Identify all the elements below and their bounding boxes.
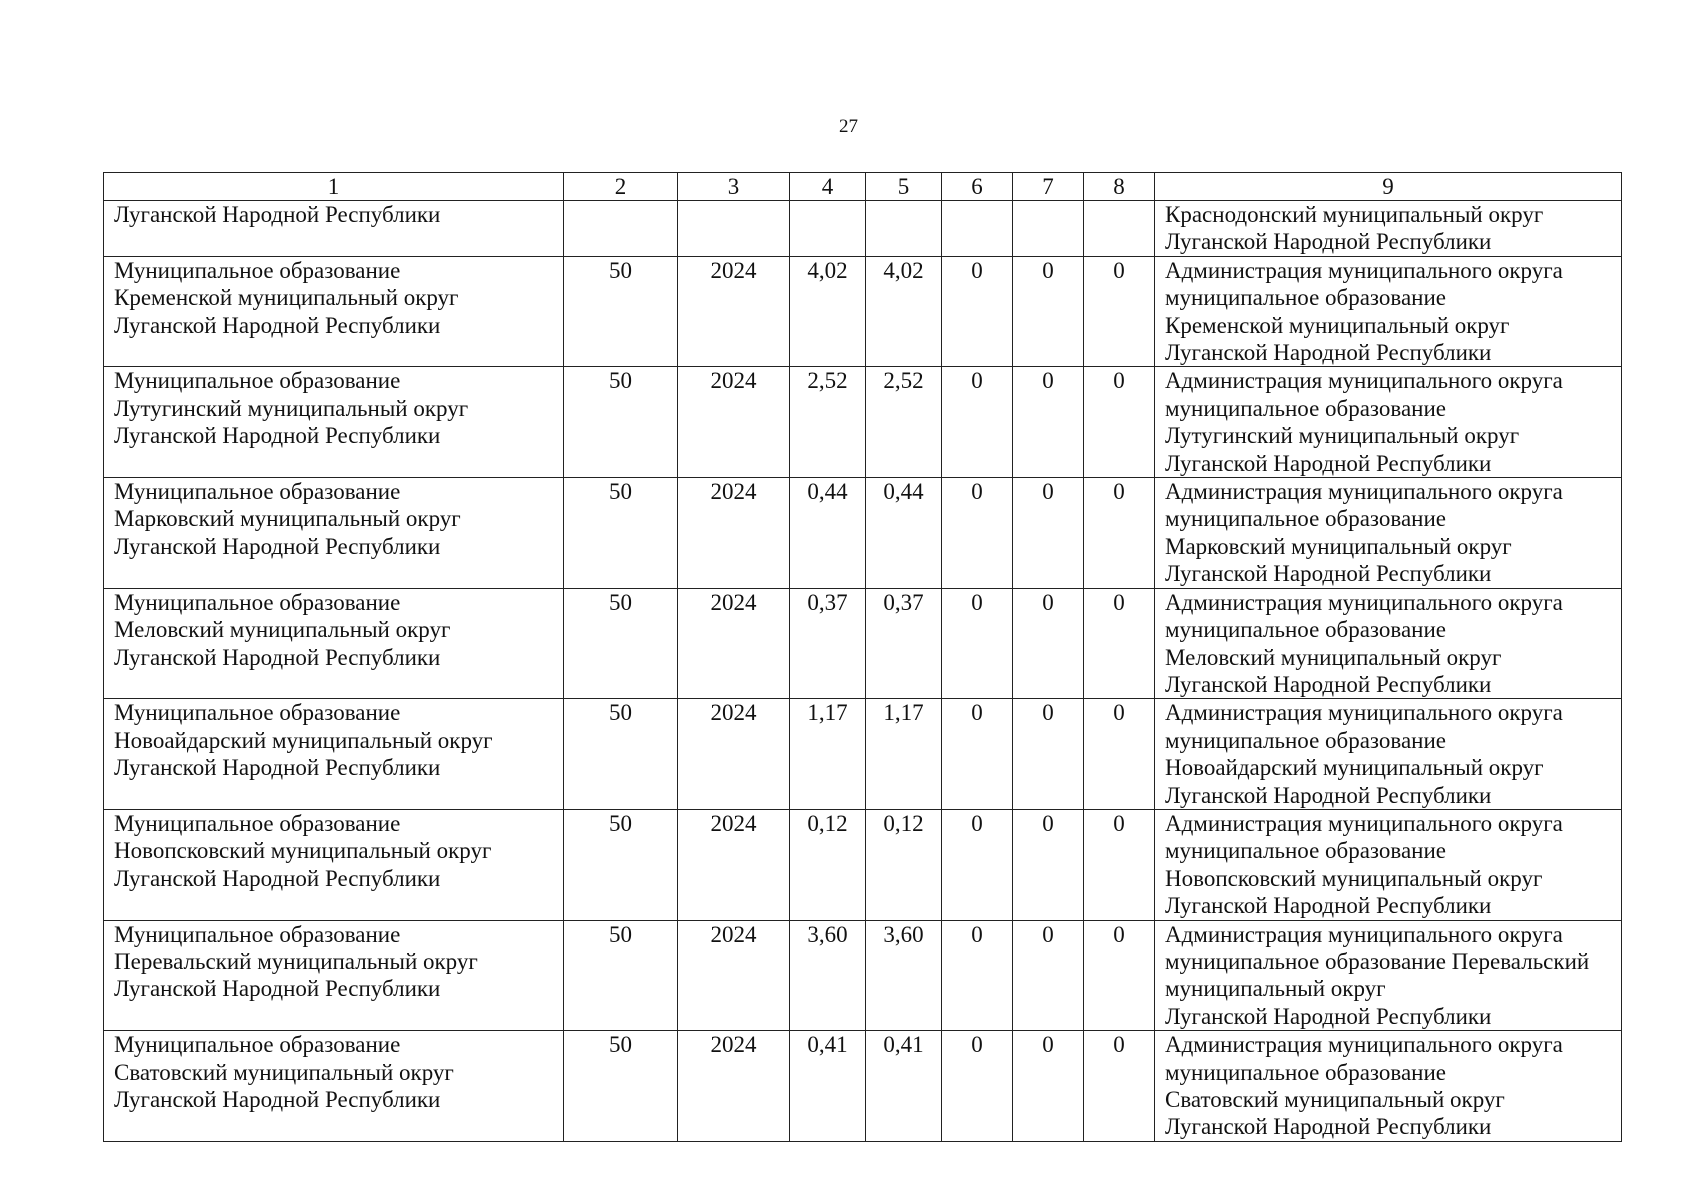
- value-col6-cell: 0: [942, 478, 1013, 589]
- administration-cell: [1155, 201, 1622, 257]
- cell-line: Администрация муниципального округа: [1165, 368, 1563, 394]
- value-col6-cell: 0: [942, 809, 1013, 920]
- cell-line: Новопсковский муниципальный округ: [114, 838, 492, 864]
- table-header-row: [104, 173, 1622, 201]
- cell-line: Лутугинский муниципальный округ: [1165, 423, 1520, 449]
- municipality-cell: [104, 478, 564, 589]
- cell-line: муниципальное образование Перевальский: [1165, 948, 1590, 974]
- value-col7-cell: 0: [1013, 920, 1084, 1031]
- empty-cell: [1084, 201, 1155, 257]
- administration-cell: [1155, 920, 1622, 1031]
- municipality-cell: [104, 809, 564, 920]
- header-col-1: 1: [104, 173, 564, 201]
- area-cell: 50: [564, 588, 678, 699]
- value-col5-cell: 0,44: [866, 478, 942, 589]
- cell-line: Марковский муниципальный округ: [1165, 533, 1512, 559]
- value-col4-cell: 0,37: [790, 588, 866, 699]
- table-row-continuation: [104, 201, 1622, 257]
- area-cell: 50: [564, 809, 678, 920]
- value-col6-cell: 0: [942, 1031, 1013, 1142]
- data-table: [103, 172, 1622, 1142]
- header-col-2: 2: [564, 173, 678, 201]
- cell-line: Сватовский муниципальный округ: [1165, 1087, 1505, 1112]
- cell-line: Луганской Народной Республики: [114, 976, 441, 1002]
- empty-cell: [866, 201, 942, 257]
- cell-line: Луганской Народной Республики: [114, 755, 441, 781]
- header-col-9: 9: [1155, 173, 1622, 201]
- value-col7-cell: 0: [1013, 699, 1084, 810]
- cell-line: Луганской Народной Республики: [1165, 1114, 1492, 1140]
- year-cell: 2024: [678, 256, 790, 367]
- cell-line: муниципальное образование: [1165, 285, 1446, 311]
- value-col5-cell: 3,60: [866, 920, 942, 1031]
- value-col5-cell: 0,41: [866, 1031, 942, 1142]
- cell-line: Администрация муниципального округа: [1165, 1032, 1563, 1058]
- municipality-cell: [104, 256, 564, 367]
- cell-line: муниципальное образование: [1165, 617, 1446, 643]
- cell-line: Кременской муниципальный округ: [114, 285, 459, 311]
- cell-line: муниципальное образование: [1165, 506, 1446, 532]
- header-col-4: 4: [790, 173, 866, 201]
- value-col5-cell: 0,37: [866, 588, 942, 699]
- municipality-cell: [104, 920, 564, 1031]
- empty-cell: [564, 201, 678, 257]
- cell-line: муниципальное образование: [1165, 727, 1446, 753]
- cell-line: Кременской муниципальный округ: [1165, 312, 1510, 338]
- cell-line: Новопсковский муниципальный округ: [1165, 865, 1543, 891]
- value-col4-cell: 1,17: [790, 699, 866, 810]
- header-col-5: 5: [866, 173, 942, 201]
- cell-line: Луганской Народной Республики: [1165, 782, 1492, 808]
- value-col7-cell: 0: [1013, 478, 1084, 589]
- municipality-cell: [104, 699, 564, 810]
- administration-cell: [1155, 699, 1622, 810]
- header-col-6: 6: [942, 173, 1013, 201]
- cell-line: Луганской Народной Республики: [1165, 893, 1492, 919]
- area-cell: 50: [564, 256, 678, 367]
- cell-line: Муниципальное образование: [114, 810, 401, 836]
- administration-cell: [1155, 256, 1622, 367]
- area-cell: 50: [564, 1031, 678, 1142]
- value-col4-cell: 4,02: [790, 256, 866, 367]
- cell-line: Администрация муниципального округа: [1165, 921, 1563, 947]
- table-row: [104, 588, 1622, 699]
- table-row: [104, 699, 1622, 810]
- cell-line: Муниципальное образование: [114, 368, 401, 394]
- value-col7-cell: 0: [1013, 256, 1084, 367]
- value-col5-cell: 2,52: [866, 367, 942, 478]
- cell-line: Луганской Народной Республики: [114, 644, 441, 670]
- table-row: [104, 367, 1622, 478]
- cell-line: муниципальное образование: [1165, 1059, 1446, 1085]
- cell-line: Луганской Народной Республики: [114, 202, 441, 227]
- table-row: [104, 478, 1622, 589]
- cell-line: Муниципальное образование: [114, 1032, 401, 1058]
- year-cell: 2024: [678, 588, 790, 699]
- cell-line: муниципальный округ: [1165, 976, 1386, 1002]
- table-row: [104, 920, 1622, 1031]
- area-cell: 50: [564, 920, 678, 1031]
- cell-line: муниципальное образование: [1165, 838, 1446, 864]
- year-cell: 2024: [678, 1031, 790, 1142]
- administration-cell: [1155, 367, 1622, 478]
- cell-line: Луганской Народной Республики: [114, 865, 441, 891]
- value-col7-cell: 0: [1013, 367, 1084, 478]
- cell-line: Муниципальное образование: [114, 589, 401, 615]
- cell-line: Краснодонский муниципальный округ: [1165, 202, 1544, 227]
- value-col5-cell: 0,12: [866, 809, 942, 920]
- header-col-7: 7: [1013, 173, 1084, 201]
- administration-cell: [1155, 478, 1622, 589]
- cell-line: Луганской Народной Республики: [1165, 229, 1492, 255]
- header-col-3: 3: [678, 173, 790, 201]
- cell-line: Муниципальное образование: [114, 479, 401, 505]
- cell-line: Луганской Народной Республики: [1165, 561, 1492, 587]
- cell-line: Новоайдарский муниципальный округ: [1165, 755, 1544, 781]
- value-col8-cell: 0: [1084, 367, 1155, 478]
- administration-cell: [1155, 1031, 1622, 1142]
- value-col5-cell: 4,02: [866, 256, 942, 367]
- cell-line: Муниципальное образование: [114, 700, 401, 726]
- empty-cell: [1013, 201, 1084, 257]
- page-number: 27: [839, 116, 858, 137]
- cell-line: Луганской Народной Республики: [1165, 450, 1492, 476]
- year-cell: 2024: [678, 809, 790, 920]
- value-col8-cell: 0: [1084, 809, 1155, 920]
- year-cell: 2024: [678, 478, 790, 589]
- cell-line: Луганской Народной Республики: [1165, 1003, 1492, 1029]
- empty-cell: [678, 201, 790, 257]
- cell-line: Администрация муниципального округа: [1165, 810, 1563, 836]
- cell-line: Лутугинский муниципальный округ: [114, 395, 469, 421]
- municipality-cell: [104, 588, 564, 699]
- value-col4-cell: 0,12: [790, 809, 866, 920]
- value-col6-cell: 0: [942, 699, 1013, 810]
- value-col6-cell: 0: [942, 367, 1013, 478]
- header-col-8: 8: [1084, 173, 1155, 201]
- cell-line: Администрация муниципального округа: [1165, 589, 1563, 615]
- table-row: [104, 1031, 1622, 1142]
- cell-line: Меловский муниципальный округ: [1165, 644, 1502, 670]
- value-col7-cell: 0: [1013, 809, 1084, 920]
- cell-line: Меловский муниципальный округ: [114, 617, 451, 643]
- cell-line: Луганской Народной Республики: [114, 533, 441, 559]
- value-col6-cell: 0: [942, 920, 1013, 1031]
- value-col6-cell: 0: [942, 588, 1013, 699]
- cell-line: Администрация муниципального округа: [1165, 479, 1563, 505]
- year-cell: 2024: [678, 920, 790, 1031]
- cell-line: Луганской Народной Республики: [1165, 671, 1492, 697]
- value-col8-cell: 0: [1084, 478, 1155, 589]
- municipality-cell: [104, 1031, 564, 1142]
- cell-line: Муниципальное образование: [114, 921, 401, 947]
- value-col7-cell: 0: [1013, 588, 1084, 699]
- value-col8-cell: 0: [1084, 588, 1155, 699]
- value-col5-cell: 1,17: [866, 699, 942, 810]
- cell-line: Администрация муниципального округа: [1165, 700, 1563, 726]
- area-cell: 50: [564, 367, 678, 478]
- value-col4-cell: 2,52: [790, 367, 866, 478]
- cell-line: Администрация муниципального округа: [1165, 257, 1563, 283]
- municipality-cell: [104, 367, 564, 478]
- value-col7-cell: 0: [1013, 1031, 1084, 1142]
- area-cell: 50: [564, 699, 678, 810]
- value-col8-cell: 0: [1084, 1031, 1155, 1142]
- administration-cell: [1155, 588, 1622, 699]
- table-row: [104, 809, 1622, 920]
- table-row: [104, 256, 1622, 367]
- empty-cell: [942, 201, 1013, 257]
- cell-line: Луганской Народной Республики: [114, 423, 441, 449]
- value-col4-cell: 3,60: [790, 920, 866, 1031]
- cell-line: муниципальное образование: [1165, 395, 1446, 421]
- year-cell: 2024: [678, 699, 790, 810]
- cell-line: Перевальский муниципальный округ: [114, 948, 478, 974]
- value-col4-cell: 0,44: [790, 478, 866, 589]
- value-col6-cell: 0: [942, 256, 1013, 367]
- value-col8-cell: 0: [1084, 920, 1155, 1031]
- cell-line: Луганской Народной Республики: [114, 312, 441, 338]
- cell-line: Новоайдарский муниципальный округ: [114, 727, 493, 753]
- administration-cell: [1155, 809, 1622, 920]
- year-cell: 2024: [678, 367, 790, 478]
- value-col8-cell: 0: [1084, 256, 1155, 367]
- cell-line: Сватовский муниципальный округ: [114, 1059, 454, 1085]
- municipality-cell: [104, 201, 564, 257]
- cell-line: Луганской Народной Республики: [1165, 340, 1492, 366]
- value-col8-cell: 0: [1084, 699, 1155, 810]
- area-cell: 50: [564, 478, 678, 589]
- cell-line: Луганской Народной Республики: [114, 1087, 441, 1112]
- value-col4-cell: 0,41: [790, 1031, 866, 1142]
- cell-line: Муниципальное образование: [114, 257, 401, 283]
- cell-line: Марковский муниципальный округ: [114, 506, 461, 532]
- empty-cell: [790, 201, 866, 257]
